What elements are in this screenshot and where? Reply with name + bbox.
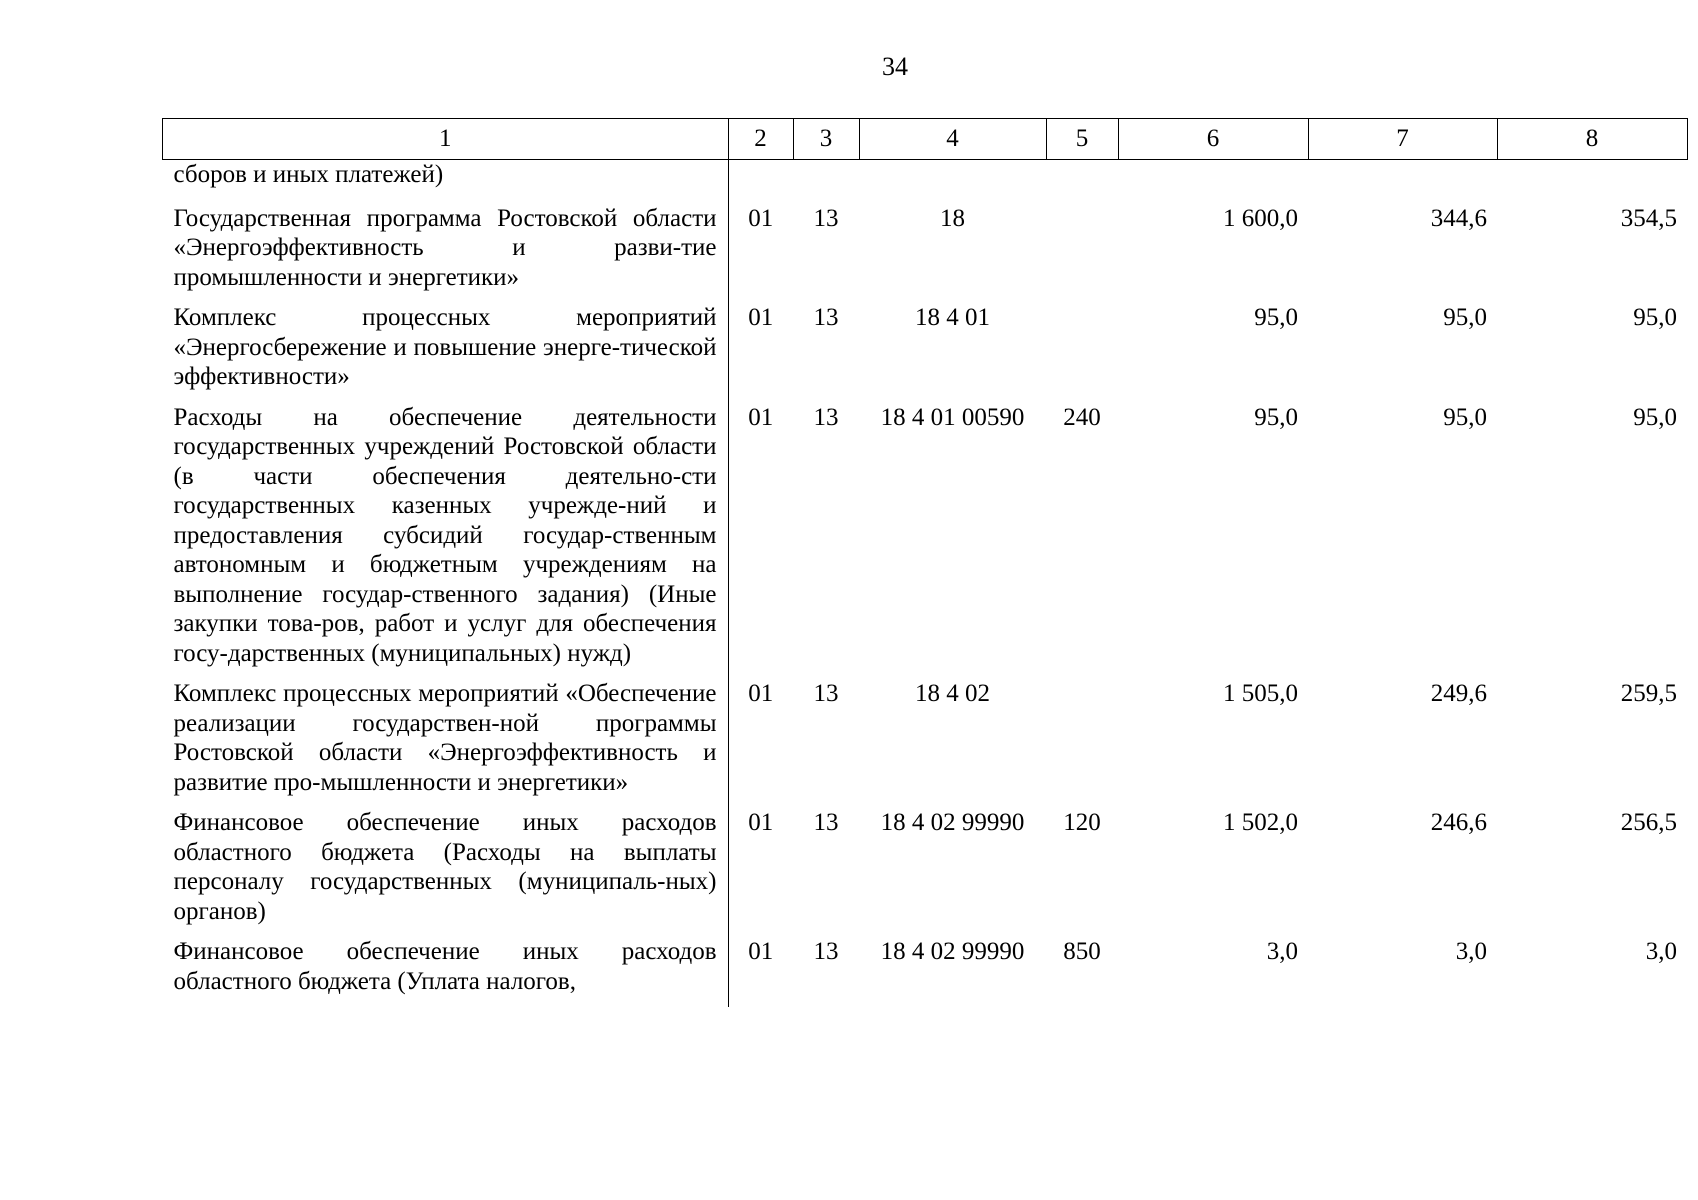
row-amount-col-7: 246,6 xyxy=(1430,809,1487,836)
row-amount-col-8: 256,5 xyxy=(1620,809,1677,836)
row-target-code: 18 4 02 99990 xyxy=(880,809,1025,836)
row-section xyxy=(728,160,793,204)
table-row xyxy=(163,808,1688,937)
row-amount-col-8: 3,0 xyxy=(1645,938,1677,965)
header-col-1: 1 xyxy=(163,119,729,160)
row-amount-col-7: 249,6 xyxy=(1430,680,1487,707)
row-target-code xyxy=(859,160,1046,204)
row-subsection: 13 xyxy=(813,204,839,232)
row-subsection: 13 xyxy=(813,304,839,331)
table-row xyxy=(163,937,1688,1007)
table-header-row xyxy=(163,119,1688,160)
row-target-code: 18 4 02 99990 xyxy=(880,938,1025,965)
header-col-3: 3 xyxy=(793,119,859,160)
row-amount-col-7: 95,0 xyxy=(1443,403,1487,431)
row-expense-type xyxy=(1046,679,1118,808)
row-section: 01 xyxy=(748,680,774,707)
row-section: 01 xyxy=(748,204,774,232)
row-amount-col-6: 3,0 xyxy=(1266,938,1298,965)
row-section: 01 xyxy=(748,809,774,836)
header-col-8: 8 xyxy=(1497,119,1687,160)
table-row xyxy=(163,679,1688,808)
row-description: Комплекс процессных мероприятий «Обеспечение реализации государствен-ной программы Ростовской области «Энергоэффективность и развитие про-мышленности и энергетики» xyxy=(163,679,729,808)
row-section: 01 xyxy=(748,938,774,965)
table-row xyxy=(163,160,1688,204)
row-amount-col-6 xyxy=(1118,160,1308,204)
row-amount-col-8: 259,5 xyxy=(1620,680,1677,707)
table-row xyxy=(163,403,1688,680)
row-target-code: 18 xyxy=(940,204,965,232)
row-target-code: 18 4 01 xyxy=(915,304,990,331)
header-col-5: 5 xyxy=(1046,119,1118,160)
row-description: сборов и иных платежей) xyxy=(163,160,729,204)
budget-table xyxy=(162,118,1688,1007)
row-description: Финансовое обеспечение иных расходов областного бюджета (Уплата налогов, xyxy=(163,937,729,1007)
row-target-code: 18 4 01 00590 xyxy=(880,403,1025,431)
row-amount-col-8: 95,0 xyxy=(1633,304,1677,331)
header-col-4: 4 xyxy=(859,119,1046,160)
row-expense-type: 240 xyxy=(1063,403,1101,431)
row-subsection: 13 xyxy=(813,403,839,431)
row-expense-type xyxy=(1046,160,1118,204)
row-section: 01 xyxy=(748,403,774,431)
table-row xyxy=(163,303,1688,403)
row-subsection xyxy=(793,160,859,204)
row-subsection: 13 xyxy=(813,938,839,965)
row-expense-type: 850 xyxy=(1063,938,1101,965)
row-amount-col-7: 344,6 xyxy=(1430,204,1487,232)
table-row xyxy=(163,204,1688,304)
row-amount-col-7: 95,0 xyxy=(1443,304,1487,331)
row-amount-col-8: 95,0 xyxy=(1633,403,1677,431)
row-amount-col-7: 3,0 xyxy=(1455,938,1487,965)
row-amount-col-8: 354,5 xyxy=(1620,204,1677,232)
row-expense-type xyxy=(1046,204,1118,304)
row-subsection: 13 xyxy=(813,680,839,707)
header-col-7: 7 xyxy=(1308,119,1497,160)
row-amount-col-6: 1 502,0 xyxy=(1223,809,1298,836)
row-target-code: 18 4 02 xyxy=(915,680,990,707)
row-amount-col-8 xyxy=(1497,160,1687,204)
row-amount-col-6: 1 600,0 xyxy=(1223,204,1298,232)
row-expense-type: 120 xyxy=(1063,809,1101,836)
row-amount-col-6: 1 505,0 xyxy=(1223,680,1298,707)
header-col-6: 6 xyxy=(1118,119,1308,160)
row-amount-col-7 xyxy=(1308,160,1497,204)
row-amount-col-6: 95,0 xyxy=(1254,403,1298,431)
row-section: 01 xyxy=(748,304,774,331)
row-description: Финансовое обеспечение иных расходов областного бюджета (Расходы на выплаты персоналу государственных (муниципаль-ных) органов) xyxy=(163,808,729,937)
header-col-2: 2 xyxy=(728,119,793,160)
row-description: Государственная программа Ростовской области «Энергоэффективность и разви-тие промышленности и энергетики» xyxy=(163,204,729,304)
row-amount-col-6: 95,0 xyxy=(1254,304,1298,331)
row-expense-type xyxy=(1046,303,1118,403)
row-description: Комплекс процессных мероприятий «Энергосбережение и повышение энерге-тической эффективности» xyxy=(163,303,729,403)
row-description: Расходы на обеспечение деятельности государственных учреждений Ростовской области (в части обеспечения деятельно-сти государственных казенных учрежде-ний и предоставления субсидий государ-ственным автономным и бюджетным учреждениям на выполнение государ-ственного задания) (Иные закупки това-ров, работ и услуг для обеспечения госу-дарственных (муниципальных) нужд) xyxy=(163,403,729,680)
page-number: 34 xyxy=(882,52,908,81)
row-subsection: 13 xyxy=(813,809,839,836)
